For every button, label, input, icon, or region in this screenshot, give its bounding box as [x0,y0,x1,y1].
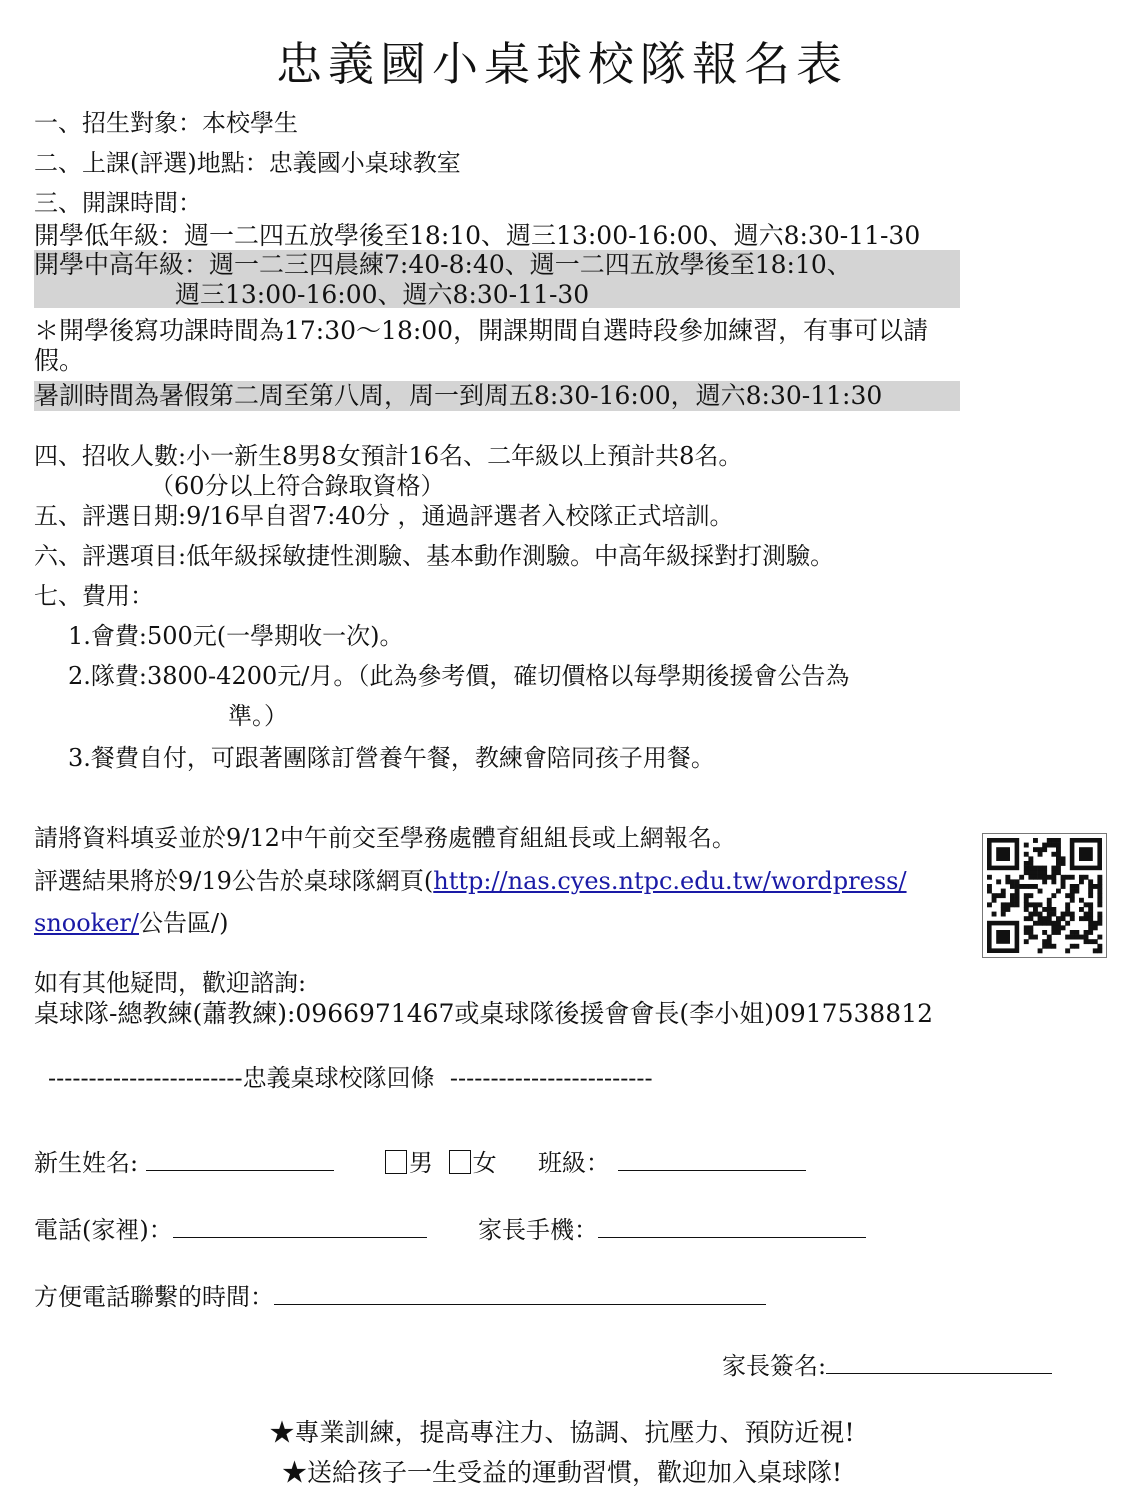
fee-team-cont: 準。） [228,702,288,730]
student-name-field[interactable] [146,1148,334,1171]
class-field[interactable] [618,1148,806,1171]
team-website-link-cont[interactable]: snooker/ [34,909,139,937]
schedule-upper-grade-cont: 週三13:00-16:00、週六8:30-11-30 [175,280,590,309]
female-checkbox[interactable] [449,1150,471,1174]
team-website-link[interactable]: http://nas.cyes.ntpc.edu.tw/wordpress/ [433,867,907,895]
summer-training: 暑訓時間為暑假第二周至第八周，周一到周五8:30-16:00，週六8:30-11:30 [34,381,960,411]
reply-title: 忠義桌球校隊回條 [242,1064,435,1092]
footer-slogan-1: ★專業訓練，提高專注力、協調、抗壓力、預防近視! [269,1418,855,1447]
section-target: 一、招生對象：本校學生 [34,109,298,137]
signature-label: 家長簽名: [722,1352,827,1380]
qr-code-icon [982,833,1107,958]
contact-details: 桌球隊-總教練(蕭教練):0966971467或桌球隊後援會會長(李小姐)0917538812 [34,999,934,1028]
homework-note: ＊開學後寫功課時間為17:30～18:00，開課期間自選時段參加練習，有事可以請 [34,316,929,345]
form-row-phone [34,1215,866,1245]
enrollment-note: （60分以上符合錄取資格） [150,472,445,500]
mobile-field[interactable] [598,1215,866,1238]
result-notice [34,866,907,896]
section-location: 二、上課(評選)地點：忠義國小桌球教室 [34,149,461,177]
home-phone-label: 電話(家裡)： [34,1216,173,1244]
result-prefix: 評選結果將於9/19公告於桌球隊網頁( [34,867,434,895]
result-suffix: 公告區/) [138,909,229,937]
home-phone-field[interactable] [173,1215,427,1238]
male-label: 男 [409,1149,434,1177]
male-checkbox[interactable] [385,1150,407,1174]
contact-time-label: 方便電話聯繫的時間： [34,1283,274,1311]
form-row-name [34,1148,806,1178]
schedule-upper-grade: 開學中高年級：週一二三四晨練7:40-8:40、週一二四五放學後至18:10、 [34,250,852,279]
section-fees: 七、費用： [34,582,154,610]
student-name-label: 新生姓名: [34,1149,139,1177]
reply-dashes-right: ------------------------- [449,1064,653,1092]
female-label: 女 [472,1149,497,1177]
class-label: 班級： [537,1149,610,1177]
result-notice-cont [34,908,228,938]
form-row-contact-time [34,1282,766,1312]
section-selection-date: 五、評選日期:9/16早自習7:40分 ，通過評選者入校隊正式培訓。 [34,502,734,530]
section-selection-items: 六、評選項目:低年級採敏捷性測驗、基本動作測驗。中高年級採對打測驗。 [34,542,835,570]
contact-heading: 如有其他疑問，歡迎諮詢: [34,969,307,997]
footer-slogan-2: ★送給孩子一生受益的運動習慣，歡迎加入桌球隊! [281,1458,843,1487]
homework-note-cont: 假。 [34,346,85,375]
contact-time-field[interactable] [274,1282,766,1305]
signature-field[interactable] [826,1351,1052,1374]
form-row-signature [722,1351,1052,1381]
page-title: 忠義國小桌球校隊報名表 [276,37,848,91]
schedule-lower-grade: 開學低年級：週一二四五放學後至18:10、週三13:00-16:00、週六8:30-11-30 [34,221,921,250]
fee-membership: 1.會費:500元(一學期收一次)。 [68,622,404,650]
fee-meal: 3.餐費自付，可跟著團隊訂營養午餐，教練會陪同孩子用餐。 [68,744,715,772]
section-schedule-heading: 三、開課時間： [34,189,202,217]
reply-dashes-left: ------------------------ [48,1064,243,1092]
section-enrollment: 四、招收人數:小一新生8男8女預計16名、二年級以上預計共8名。 [34,442,743,470]
mobile-label: 家長手機： [478,1216,599,1244]
submit-instruction: 請將資料填妥並於9/12中午前交至學務處體育組組長或上網報名。 [34,824,736,852]
reply-slip-header [48,1063,653,1093]
fee-team: 2.隊費:3800-4200元/月。（此為參考價，確切價格以每學期後援會公告為 [68,662,850,690]
